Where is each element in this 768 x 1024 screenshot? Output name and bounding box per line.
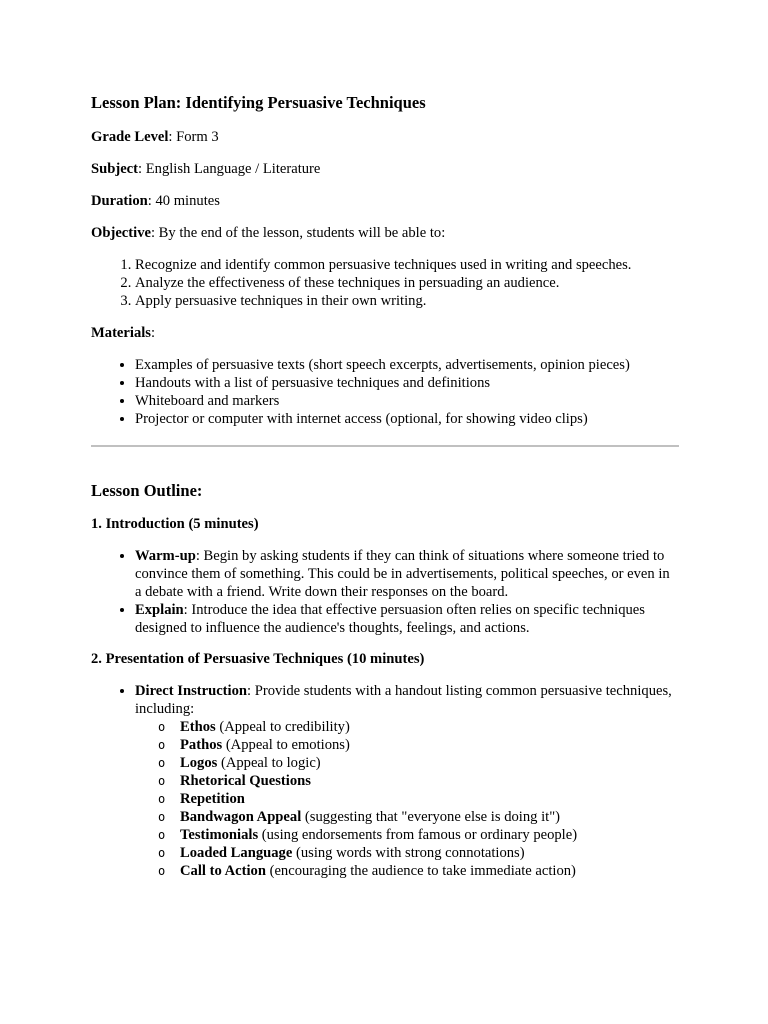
warm-up-term: Warm-up xyxy=(135,548,196,564)
duration-value: : 40 minutes xyxy=(147,193,220,209)
technique-item xyxy=(180,754,679,772)
technique-term: Logos xyxy=(180,755,218,771)
objective-item: 3. Apply persuasive techniques in their own writing. xyxy=(135,292,679,310)
duration-line xyxy=(91,192,679,210)
technique-term: Ethos xyxy=(180,719,216,735)
objective-label: Objective xyxy=(91,225,151,241)
direct-instruction-term: Direct Instruction xyxy=(135,683,248,699)
technique-item xyxy=(180,826,679,844)
technique-item xyxy=(180,718,679,736)
technique-term: Testimonials xyxy=(180,827,259,843)
materials-item: • Examples of persuasive texts (short speech excerpts, advertisements, opinion pieces) xyxy=(135,356,679,374)
explain-term: Explain xyxy=(135,602,184,618)
technique-description: (Appeal to credibility) xyxy=(215,719,350,735)
presentation-list xyxy=(91,682,679,880)
technique-item xyxy=(180,790,679,808)
objective-list xyxy=(91,256,679,310)
technique-item xyxy=(180,736,679,754)
introduction-item-warm-up xyxy=(135,547,679,601)
technique-term: Pathos xyxy=(180,737,223,753)
materials-item: • Handouts with a list of persuasive techniques and definitions xyxy=(135,374,679,392)
materials-label: Materials xyxy=(91,325,151,341)
document-body xyxy=(91,92,679,880)
technique-term: Repetition xyxy=(180,791,245,807)
objective-value: : By the end of the lesson, students will be able to: xyxy=(150,225,446,241)
technique-item xyxy=(180,808,679,826)
technique-term: Call to Action xyxy=(180,863,266,879)
presentation-heading: 2. Presentation of Persuasive Techniques (10 minutes) xyxy=(91,651,425,667)
technique-description: (Appeal to logic) xyxy=(217,755,321,771)
objective-item: 2. Analyze the effectiveness of these techniques in persuading an audience. xyxy=(135,274,679,292)
duration-label: Duration xyxy=(91,193,148,209)
grade-level-value: : Form 3 xyxy=(168,129,219,145)
page-title: Lesson Plan: Identifying Persuasive Techniques xyxy=(91,93,426,112)
techniques-list xyxy=(135,718,679,880)
grade-level-label: Grade Level xyxy=(91,129,169,145)
lesson-outline-heading: Lesson Outline: xyxy=(91,481,203,500)
introduction-item-explain xyxy=(135,601,679,637)
explain-text: : Introduce the idea that effective persuasion often relies on specific techniques designed to influence the audience's thoughts, feelings, and actions. xyxy=(135,602,645,636)
technique-description: (using words with strong connotations) xyxy=(292,845,525,861)
materials-line xyxy=(91,324,679,342)
technique-description: (encouraging the audience to take immediate action) xyxy=(265,863,576,879)
materials-list xyxy=(91,356,679,428)
subject-value: : English Language / Literature xyxy=(138,161,321,177)
subject-line xyxy=(91,160,679,178)
warm-up-text: : Begin by asking students if they can think of situations where someone tried to convince them of something. This could be in advertisements, political speeches, or even in a debate with a friend. Write down their responses on the board. xyxy=(135,548,670,600)
technique-item xyxy=(180,862,679,880)
objective-item: 1. Recognize and identify common persuasive techniques used in writing and speeches. xyxy=(135,256,679,274)
grade-level-line xyxy=(91,128,679,146)
technique-term: Rhetorical Questions xyxy=(180,773,311,789)
technique-description: (suggesting that "everyone else is doing it") xyxy=(301,809,561,825)
objective-line xyxy=(91,224,679,242)
introduction-list xyxy=(91,547,679,637)
technique-term: Loaded Language xyxy=(180,845,293,861)
technique-item xyxy=(180,844,679,862)
materials-item: • Whiteboard and markers xyxy=(135,392,679,410)
technique-term: Bandwagon Appeal xyxy=(180,809,302,825)
materials-item: • Projector or computer with internet access (optional, for showing video clips) xyxy=(135,410,679,428)
technique-description: (using endorsements from famous or ordinary people) xyxy=(258,827,578,843)
materials-suffix: : xyxy=(150,325,156,341)
introduction-heading: 1. Introduction (5 minutes) xyxy=(91,516,259,532)
presentation-item-direct-instruction xyxy=(135,682,679,880)
direct-instruction-text: : Provide students with a handout listing common persuasive techniques, including: xyxy=(135,683,672,717)
technique-item xyxy=(180,772,679,790)
technique-description: (Appeal to emotions) xyxy=(222,737,350,753)
horizontal-divider xyxy=(91,445,679,447)
subject-label: Subject xyxy=(91,161,139,177)
